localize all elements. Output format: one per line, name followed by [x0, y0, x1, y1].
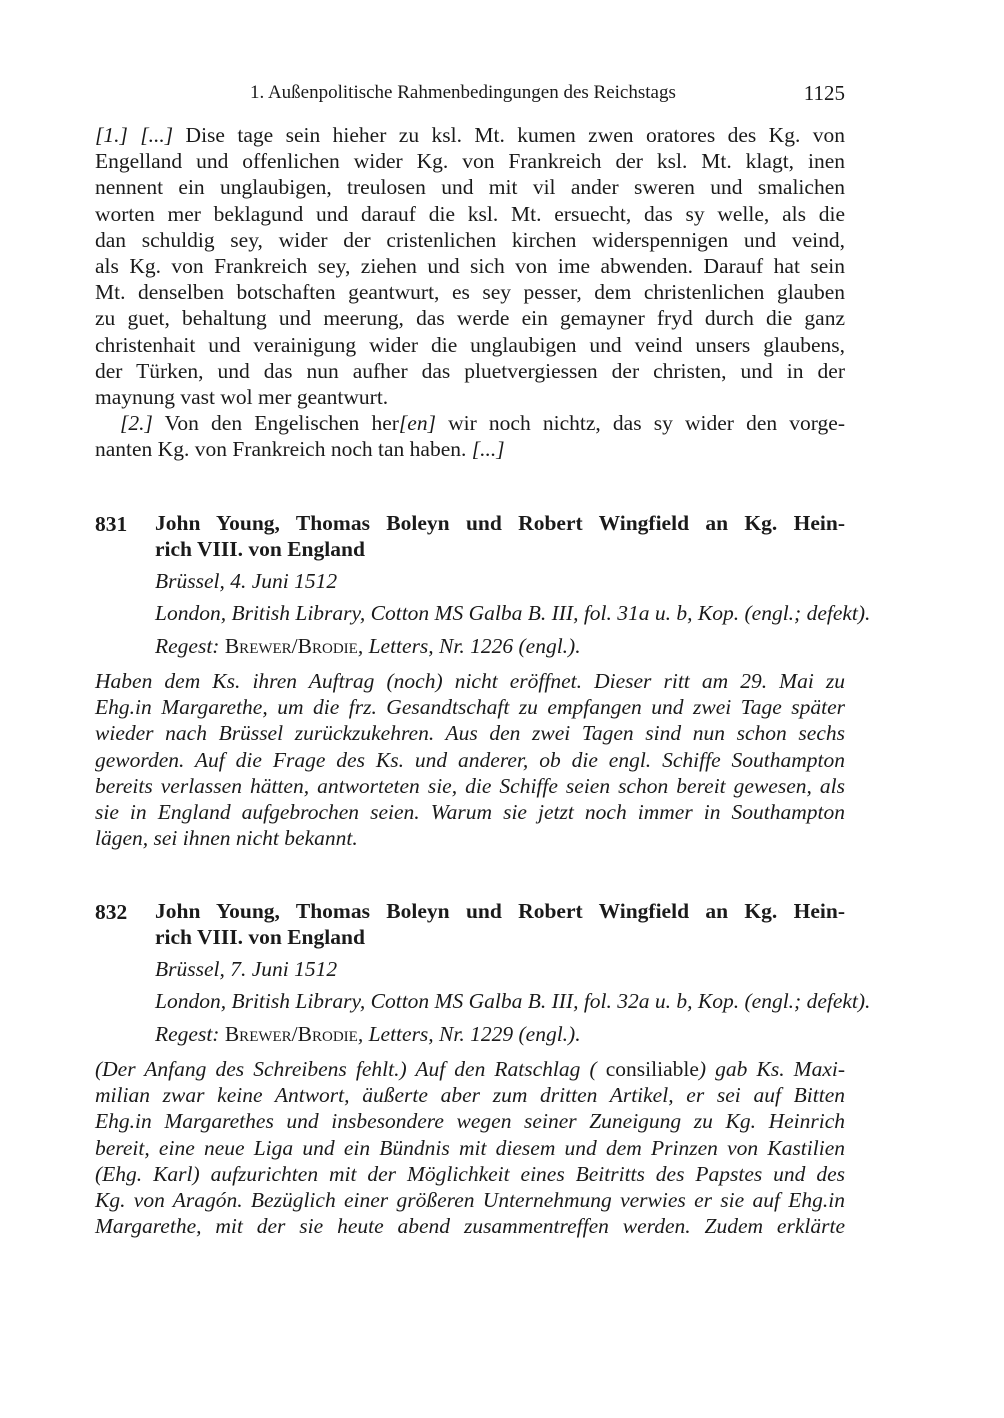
text-line	[95, 825, 845, 851]
text-line	[95, 305, 845, 331]
text-segment: (Ehg. Karl) aufzurichten mit der Möglichkeit eines Beitritts des Papstes und des	[95, 1161, 845, 1186]
text-segment: Haben dem Ks. ihren Auftrag (noch) nicht eröffnet. Dieser ritt am 29. Mai zu	[95, 669, 845, 693]
text-segment: wir noch nichtz, das sy wider den vorge-	[435, 411, 846, 436]
entry-heading	[155, 899, 845, 950]
text-line	[155, 511, 845, 537]
running-header	[95, 80, 845, 106]
text-segment: Brüssel, 4. Juni 1512	[155, 569, 338, 593]
text-segment: maynung vast wol mer geantwurt.	[95, 384, 389, 409]
text-segment: als Kg. von Frankreich sey, ziehen und sich von ime abwenden. Darauf hat sein	[95, 253, 845, 278]
text-segment: zu guet, behaltung und meerung, das werde ein gemayner fryd durch die ganz	[95, 306, 845, 331]
text-segment: Engelland und offenlichen wider Kg. von Frankreich der ksl. Mt. klagt, inen	[95, 149, 845, 174]
text-line	[155, 537, 845, 563]
text-line	[155, 1018, 845, 1050]
text-segment: Ehg.in Margarethes und insbesondere wegen seiner Zuneigung zu Kg. Heinrich	[95, 1109, 845, 1134]
text-line	[95, 1082, 845, 1108]
text-segment: Mt. denselben botschaften geantwurt, es sey pesser, dem christenlichen glauben	[95, 280, 845, 305]
text-segment: Von den Engelischen her	[152, 411, 399, 436]
text-segment: consiliable	[596, 1057, 699, 1081]
entry-summary	[95, 1056, 845, 1239]
page-number: 1125	[803, 81, 845, 105]
text-segment: Regest:	[155, 1021, 225, 1046]
text-line	[95, 1161, 845, 1187]
text-line	[95, 720, 845, 746]
text-line	[95, 799, 845, 825]
text-line	[95, 174, 845, 200]
text-segment: (Der Anfang des Schreibens fehlt.) Auf den Ratschlag (	[95, 1057, 597, 1081]
text-line	[155, 565, 845, 597]
text-line	[95, 410, 845, 436]
text-segment: rich VIII. von England	[155, 536, 365, 561]
text-segment: Brewer/Brodie	[224, 633, 358, 658]
text-line	[95, 148, 845, 174]
text-line	[95, 1187, 845, 1213]
text-line	[155, 953, 845, 985]
text-segment: London, British Library, Cotton MS Galba B. III, fol. 32a u. b, Kop. (engl.; defekt).	[155, 989, 871, 1014]
text-line	[155, 899, 845, 925]
text-segment: nennent ein unglaubigen, treulosen und mit vil ander sweren und smalichen	[95, 175, 845, 200]
text-segment: London, British Library, Cotton MS Galba B. III, fol. 31a u. b, Kop. (engl.; defekt).	[155, 601, 871, 626]
text-line	[95, 358, 845, 384]
text-segment: John Young, Thomas Boleyn und Robert Wingfield an Kg. Hein-	[155, 511, 845, 535]
text-line	[95, 1108, 845, 1134]
text-segment: Dise tage sein hieher zu ksl. Mt. kumen zwen oratores des Kg. von	[173, 123, 846, 147]
text-segment: rich VIII. von England	[155, 924, 365, 949]
text-line	[95, 773, 845, 799]
text-segment: worten mer beklagund und darauf die ksl. Mt. ersuecht, das sy welle, als die	[95, 201, 845, 226]
text-segment: Ehg.in Margarethe, um die frz. Gesandtschaft zu empfangen und zwei Tage später	[95, 695, 845, 720]
text-line	[95, 227, 845, 253]
text-segment: wieder nach Brüssel zurückzukehren. Aus den zwei Tagen sind nun schon sechs	[95, 721, 845, 746]
text-line	[95, 201, 845, 227]
text-line	[95, 279, 845, 305]
text-line	[95, 747, 845, 773]
text-line	[95, 332, 845, 358]
text-line	[95, 1135, 845, 1161]
text-segment: [1.] [...]	[95, 123, 174, 147]
text-segment: John Young, Thomas Boleyn und Robert Wingfield an Kg. Hein-	[155, 899, 845, 923]
text-line	[155, 985, 871, 1017]
text-segment: geworden. Auf die Frage des Ks. und anderer, ob die engl. Schiffe Southampton	[95, 747, 845, 772]
entry-metadata	[155, 565, 871, 662]
text-segment: der Türken, und das nun aufher das pluetvergiessen der christen, und in der	[95, 358, 845, 383]
text-segment: Kg. von Aragón. Bezüglich einer größeren Unternehmung verwies er sie auf Ehg.in	[95, 1187, 845, 1212]
text-segment: sie in England aufgebrochen seien. Warum sie jetzt noch immer in Southampton	[95, 799, 845, 824]
text-line	[95, 384, 845, 410]
text-segment: ) gab Ks. Maxi-	[698, 1057, 846, 1081]
text-line	[95, 436, 845, 462]
text-segment: lägen, sei ihnen nicht bekannt.	[95, 826, 358, 851]
text-segment: Regest:	[155, 633, 225, 658]
text-line	[155, 597, 871, 629]
text-segment: [...]	[471, 437, 505, 462]
text-segment: Brewer/Brodie	[224, 1021, 358, 1046]
text-segment: , Letters, Nr. 1229 (engl.).	[357, 1021, 581, 1046]
text-line	[95, 1213, 845, 1239]
entry-number: 832	[95, 900, 128, 924]
text-line	[155, 925, 845, 951]
text-segment: Brüssel, 7. Juni 1512	[155, 957, 338, 981]
text-segment: christenhait und verainigung wider die unglaubigen und veind unsers glaubens,	[95, 332, 845, 357]
text-segment: nanten Kg. von Frankreich noch tan haben.	[95, 437, 472, 462]
text-line	[95, 122, 845, 148]
text-segment: bereit, eine neue Liga und ein Bündnis mit diesem und dem Prinzen von Kastilien	[95, 1135, 845, 1160]
text-line	[155, 630, 845, 662]
entry-heading	[155, 511, 845, 562]
text-segment: , Letters, Nr. 1226 (engl.).	[357, 633, 581, 658]
text-segment: milian zwar keine Antwort, äußerte aber zum dritten Artikel, er sei auf Bitten	[95, 1083, 845, 1108]
text-segment: bereits verlassen hätten, antworteten sie, die Schiffe seien schon bereit gewesen, als	[95, 773, 845, 798]
text-line	[95, 668, 845, 694]
text-segment: [2.]	[120, 411, 153, 436]
entry-summary	[95, 668, 845, 851]
text-line	[95, 1056, 845, 1082]
running-title: 1. Außenpolitische Rahmenbedingungen des Reichstags	[250, 82, 676, 103]
text-segment: [en]	[398, 411, 436, 436]
text-line	[95, 253, 845, 279]
entry-number: 831	[95, 512, 128, 536]
text-segment: dan schuldig sey, wider der cristenlichen kirchen widerspennigen und veind,	[95, 227, 845, 252]
letter-excerpt	[95, 122, 845, 462]
text-line	[95, 694, 845, 720]
text-segment: Margarethe, mit der sie heute abend zusammentreffen werden. Zudem erklärte	[95, 1214, 845, 1239]
entry-metadata	[155, 953, 871, 1050]
